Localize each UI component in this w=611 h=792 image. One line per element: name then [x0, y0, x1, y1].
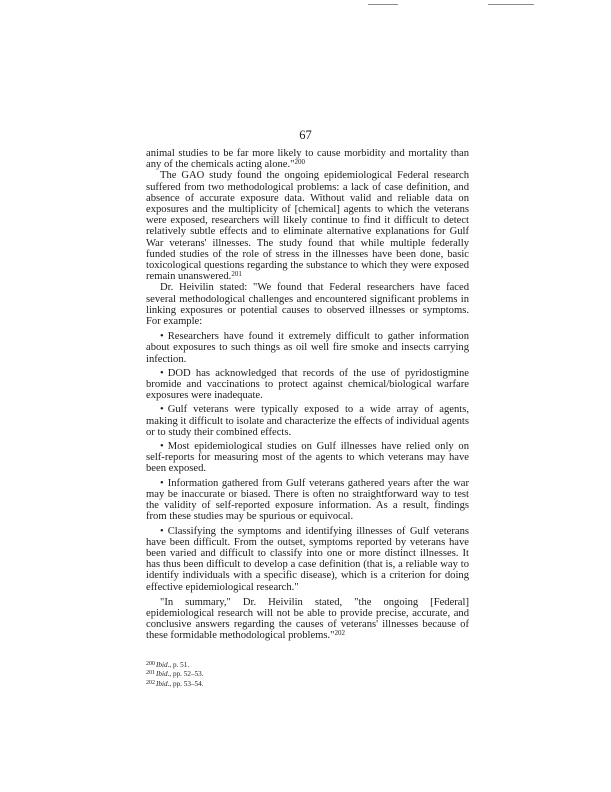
paragraph-continuation: animal studies to be far more likely to cause morbidity and mortality than any of the chemicals acting alone."$^{200}$	[146, 148, 469, 171]
paragraph-gao-study: The GAO study found the ongoing epidemiological Federal research suffered from two methodological problems: a lack of case definition, and absence of accurate exposure data. Without valid and reliable data on exposures and the multiplicity of [chemical] agents to which the veterans were exposed, researchers will likely continue to find it difficult to detect relatively subtle effects and to eliminate alternative explanations for Gulf War veterans' illnesses. The study found that while multiple federally funded studies of the role of stress in the illnesses have been done, basic toxicological questions regarding the substance to which they were exposed remain unanswered.$^{201}$	[146, 170, 469, 283]
bullet-icon: •	[160, 477, 164, 489]
bullet-icon: •	[160, 331, 164, 343]
bullet-icon: •	[160, 404, 164, 416]
page-number: 67	[299, 128, 312, 142]
list-item: • Gulf veterans were typically exposed to a wide array of agents, making it difficult to isolate and characterize the effects of individual agents or to study their combined effects.	[146, 404, 469, 438]
list-item: • Most epidemiological studies on Gulf illnesses have relied only on self-reports for measuring most of the agents to which veterans may have been exposed.	[146, 441, 469, 475]
footnote-201: $^{201}$Ibid., pp. 52–53.	[146, 670, 204, 679]
bullet-icon: •	[160, 525, 164, 537]
scan-edge-mark-left	[368, 4, 398, 5]
footnote-ref-200: 200	[294, 158, 305, 167]
list-item: • DOD has acknowledged that records of the use of pyridostigmine bromide and vaccinations to protect against chemical/biological warfare exposures were inadequate.	[146, 367, 469, 402]
list-item: • Researchers have found it extremely difficult to gather information about exposures to such things as oil well fire smoke and insects carrying infection.	[146, 331, 469, 365]
footnote-ref-201: 201	[231, 270, 242, 279]
footnote-202: $^{202}$Ibid., pp. 53–54.	[146, 679, 204, 688]
bullet-icon: •	[160, 367, 164, 379]
list-item: • Information gathered from Gulf veterans gathered years after the war may be inaccurate or biased. There is often no straightforward way to test the validity of self-reported exposure information. As a result, findings from these studies may be spurious or equivocal.	[146, 477, 469, 523]
bullet-list	[146, 331, 469, 592]
scan-edge-mark-right	[488, 4, 534, 5]
footnote-ref-202: 202	[334, 629, 345, 638]
bullet-icon: •	[160, 441, 164, 453]
paragraph-heivilin-quote: Dr. Heivilin stated: "We found that Federal researchers have faced several methodological challenges and encountered significant problems in linking exposures or potential causes to observed illnesses or symptoms. For example:	[146, 282, 469, 328]
footnotes	[146, 660, 346, 688]
list-item: • Classifying the symptoms and identifying illnesses of Gulf veterans have been difficult. From the outset, symptoms reported by veterans have been varied and difficult to classify into one or more distinct illnesses. It has thus been difficult to develop a case definition (that is, a reliable way to identify individuals with a specific disease), which is a criterion for doing effective epidemiological research."	[146, 525, 469, 593]
footnote-200: $^{200}$Ibid., p. 51.	[146, 661, 190, 669]
body-text	[146, 148, 469, 642]
paragraph-summary: "In summary," Dr. Heivilin stated, "the ongoing [Federal] epidemiological research will not be able to provide precise, accurate, and conclusive answers regarding the causes of veterans' illnesses because of these formidable methodological problems."$^{202}$	[146, 596, 469, 642]
